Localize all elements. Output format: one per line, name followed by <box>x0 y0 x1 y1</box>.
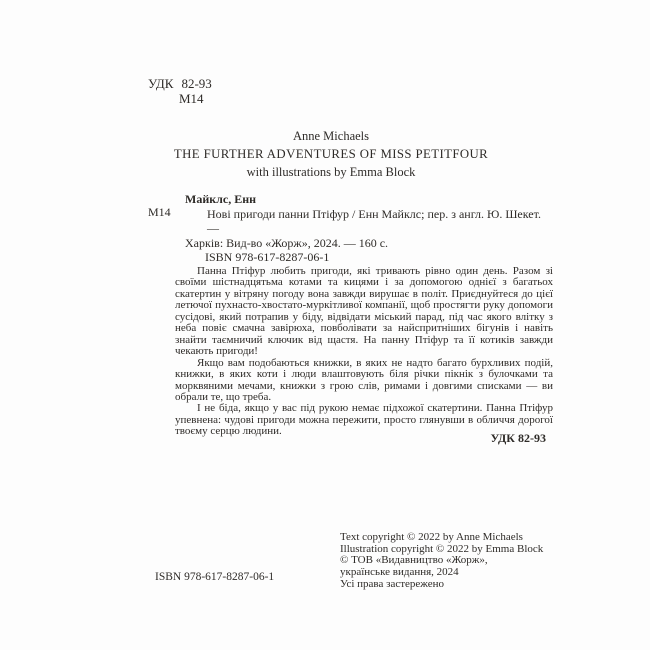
annotation-text <box>175 266 553 438</box>
udc-line <box>148 76 220 91</box>
udc-author-sign: М14 <box>179 91 204 106</box>
illustration-credit: with illustrations by Emma Block <box>246 165 416 179</box>
annotation-paragraph: Якщо вам подобаються книжки, в яких не надто багато бурхливих подій, книжки, в яких коти і люди влаштовують біля річки пікнік з булочками та морквяними мечами, книжки з грою слів, римами і довгими списками — ви обрали те, що треба. <box>175 356 553 403</box>
isbn-footer: ISBN 978-617-8287-06-1 <box>155 571 275 583</box>
original-title-block <box>0 127 650 181</box>
udc-footer: УДК 82-93 <box>490 431 546 445</box>
original-author: Anne Michaels <box>292 129 370 143</box>
udc-label: УДК <box>148 76 174 91</box>
udc-value: 82-93 <box>181 76 212 91</box>
annotation-paragraph: І не біда, якщо у вас під рукою немає підхожої скатертини. Панна Птіфур упевнена: чудові пригоди можна пережити, просто глянувши в обличчя дорогої твоєму серцю людини. <box>175 402 553 438</box>
catalog-description-line1: Нові пригоди панни Птіфур / Енн Майклс; пер. з англ. Ю. Шекет. — <box>207 206 541 236</box>
copyright-line: Illustration copyright © 2022 by Emma Block <box>340 542 544 555</box>
catalog-isbn: ISBN 978-617-8287-06-1 <box>205 250 330 265</box>
copyright-line: Text copyright © 2022 by Anne Michaels <box>340 531 523 543</box>
copyright-line: Усі права застережено <box>340 577 445 590</box>
copyright-block <box>340 532 543 591</box>
copyright-line: © ТОВ «Видавництво «Жорж», <box>340 554 488 567</box>
annotation-paragraph: Панна Птіфур любить пригоди, які тривають рівно один день. Разом зі своїми шістнадцятьма котами та кицями і за допомогою однієї з багатьох скатертин у вітряну погоду вона завжди вирушає в політ. Приєднуйтеся до цієї летючої пухнасто-хвостато-муркітливої компанії, щоб простягти руку допомоги сусідові, який потрапив у біду, відвідати міський парад, під час якого влітку з неба повіє смачна завірюха, повболівати за найспритніших бігунів і навіть знайти таємничий ключик від щастя. На панну Птіфур та її котиків завжди чекають пригоди! <box>175 265 553 358</box>
udc-classification <box>148 76 220 106</box>
catalog-margin-code: М14 <box>148 205 171 219</box>
catalog-author: Майклс, Енн <box>185 192 257 206</box>
copyright-line: українське видання, 2024 <box>340 566 459 579</box>
original-title: THE FURTHER ADVENTURES OF MISS PETITFOUR <box>173 147 489 161</box>
catalog-description-line2: Харків: Вид-во «Жорж», 2024. — 160 с. <box>185 235 389 250</box>
catalog-card <box>185 192 550 265</box>
